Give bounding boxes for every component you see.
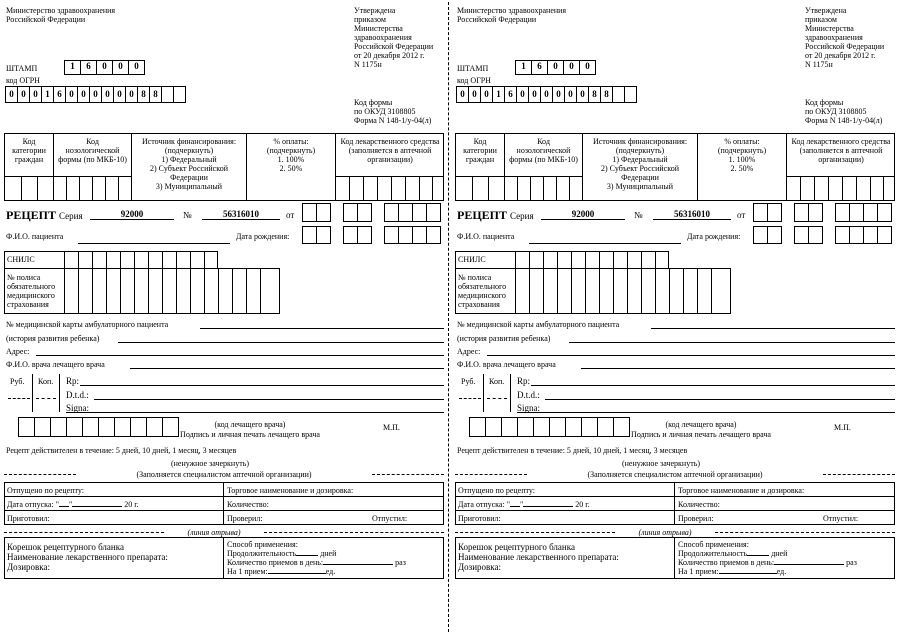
number-label: № — [183, 210, 192, 220]
stub-left: Корешок рецептурного бланка Наименование лекарственного препарата: Дозировка: — [458, 542, 619, 572]
nosology-code-header: Код нозологической формы (по МКБ-10) — [509, 137, 578, 164]
dispense-date-label: Дата отпуска: " " 20 г. — [7, 500, 139, 509]
birth-month-cell-2[interactable] — [357, 226, 372, 244]
number-label: № — [634, 210, 643, 220]
pharmacy-fill-note: (Заполняется специалистом аптечной организации) — [587, 470, 763, 479]
stamp-place-label: М.П. — [383, 423, 400, 432]
recipe-title: РЕЦЕПТ Серия — [457, 208, 534, 222]
recipe-title: РЕЦЕПТ Серия — [6, 208, 83, 222]
prepared-label: Приготовил: — [7, 514, 50, 523]
from-label: от — [286, 210, 295, 220]
ministry-name: Министерство здравоохранения Российской Федерации — [457, 6, 567, 24]
released-label: Отпустил: — [823, 514, 859, 523]
ogrn-label: код ОГРН — [6, 76, 40, 85]
date-month-cell-1[interactable] — [343, 203, 358, 222]
rp-label: Rp: — [517, 376, 531, 386]
quantity-label: Количество: — [227, 500, 269, 509]
birth-day-cell-1[interactable] — [302, 226, 317, 244]
rub-label: Руб. — [10, 377, 25, 386]
dispensed-label: Отпущено по рецепту: — [7, 486, 84, 495]
doctor-name-label: Ф.И.О. врача лечащего врача — [6, 360, 105, 369]
dispense-date-label: Дата отпуска: " " 20 г. — [458, 500, 590, 509]
signature-caption: Подпись и личная печать лечащего врача — [631, 430, 771, 439]
date-day-cell-1[interactable] — [302, 203, 317, 222]
rub-label: Руб. — [461, 377, 476, 386]
date-day-cell-2[interactable] — [767, 203, 782, 222]
snils-label: СНИЛС — [7, 255, 35, 264]
medical-card-label: № медицинской карты амбулаторного пациента — [6, 320, 169, 329]
cut-divider — [448, 2, 449, 632]
category-code-header: Код категории граждан — [12, 137, 46, 164]
cut-line-label: (линия отрыва) — [638, 528, 692, 537]
okud-code: Код формы по ОКУД 3108805 Форма N 148-1/у-04(л) — [805, 98, 883, 125]
birth-month-cell-1[interactable] — [343, 226, 358, 244]
dtd-label: D.t.d.: — [66, 390, 89, 400]
birth-year-cell-4[interactable] — [877, 226, 892, 244]
okud-code: Код формы по ОКУД 3108805 Форма N 148-1/у-04(л) — [354, 98, 432, 125]
approval-block: Утверждена приказом Министерства здравоохранения Российской Федерации от 20 декабря 2012 г. N 1175н — [354, 6, 434, 69]
stub-right: Способ применения: Продолжительность дней Количество приемов в день: раз На 1 прием: ед. — [678, 540, 857, 576]
doctor-code-caption: (код лечащего врача) — [214, 420, 286, 429]
date-year-cell-4[interactable] — [426, 203, 441, 222]
birth-year-cell-1[interactable] — [384, 226, 399, 244]
medical-card-label: № медицинской карты амбулаторного пациента — [457, 320, 620, 329]
series-value: 92000 — [90, 209, 174, 220]
financing-source-header: Источник финансирования: (подчеркнуть) 1) Федеральный 2) Субъект Российской Федерации 3) Муниципальный — [592, 137, 688, 191]
birth-year-cell-2[interactable] — [849, 226, 864, 244]
series-value: 92000 — [541, 209, 625, 220]
birth-day-cell-1[interactable] — [753, 226, 768, 244]
stamp-code-cells[interactable]: 1 6 0 0 0 — [515, 60, 596, 75]
approval-block: Утверждена приказом Министерства здравоохранения Российской Федерации от 20 декабря 2012 г. N 1175н — [805, 6, 885, 69]
policy-cells[interactable] — [64, 268, 280, 314]
payment-percent-header: % оплаты: (подчеркнуть) 1. 100% 2. 50% — [266, 137, 316, 173]
address-label: Адрес: — [6, 347, 30, 356]
prescription-form-right — [451, 0, 897, 636]
checked-label: Проверил: — [678, 514, 714, 523]
cross-out-note: (ненужное зачеркнуть) — [170, 459, 250, 468]
doctor-code-cells[interactable] — [18, 417, 179, 437]
from-label: от — [737, 210, 746, 220]
birth-month-cell-2[interactable] — [808, 226, 823, 244]
recipe-number-value: 56316010 — [653, 209, 731, 220]
birth-year-cell-1[interactable] — [835, 226, 850, 244]
dispensed-label: Отпущено по рецепту: — [458, 486, 535, 495]
drug-code-header: Код лекарственного средства (заполняется в аптечной организации) — [791, 137, 891, 164]
kop-label: Коп. — [38, 377, 54, 386]
stamp-place-label: М.П. — [834, 423, 851, 432]
date-day-cell-2[interactable] — [316, 203, 331, 222]
cross-out-note: (ненужное зачеркнуть) — [621, 459, 701, 468]
date-year-cell-1[interactable] — [835, 203, 850, 222]
birth-year-cell-3[interactable] — [863, 226, 878, 244]
stub-right: Способ применения: Продолжительность дней Количество приемов в день: раз На 1 прием: ед. — [227, 540, 406, 576]
patient-name-label: Ф.И.О. пациента — [457, 232, 515, 241]
policy-label: № полиса обязательного медицинского страхования — [7, 273, 56, 309]
doctor-code-caption: (код лечащего врача) — [665, 420, 737, 429]
snils-label: СНИЛС — [458, 255, 486, 264]
birth-year-cell-4[interactable] — [426, 226, 441, 244]
birth-month-cell-1[interactable] — [794, 226, 809, 244]
date-day-cell-1[interactable] — [753, 203, 768, 222]
birth-date-label: Дата рождения: — [687, 232, 741, 241]
date-month-cell-1[interactable] — [794, 203, 809, 222]
date-year-cell-4[interactable] — [877, 203, 892, 222]
pharmacy-fill-note: (Заполняется специалистом аптечной организации) — [136, 470, 312, 479]
birth-day-cell-2[interactable] — [767, 226, 782, 244]
date-year-cell-3[interactable] — [863, 203, 878, 222]
trade-name-label: Торговое наименование и дозировка: — [227, 486, 354, 495]
date-month-cell-2[interactable] — [808, 203, 823, 222]
cut-line-label: (линия отрыва) — [187, 528, 241, 537]
date-month-cell-2[interactable] — [357, 203, 372, 222]
released-label: Отпустил: — [372, 514, 408, 523]
doctor-name-label: Ф.И.О. врача лечащего врача — [457, 360, 556, 369]
stamp-code-cells[interactable]: 1 6 0 0 0 — [64, 60, 145, 75]
payment-percent-header: % оплаты: (подчеркнуть) 1. 100% 2. 50% — [717, 137, 767, 173]
signature-caption: Подпись и личная печать лечащего врача — [180, 430, 320, 439]
snils-cells[interactable] — [515, 251, 669, 269]
prepared-label: Приготовил: — [458, 514, 501, 523]
birth-year-cell-2[interactable] — [398, 226, 413, 244]
doctor-code-cells[interactable] — [469, 417, 630, 437]
patient-name-label: Ф.И.О. пациента — [6, 232, 64, 241]
date-year-cell-2[interactable] — [849, 203, 864, 222]
financing-source-header: Источник финансирования: (подчеркнуть) 1) Федеральный 2) Субъект Российской Федерации 3) Муниципальный — [141, 137, 237, 191]
nosology-code-header: Код нозологической формы (по МКБ-10) — [58, 137, 127, 164]
policy-label: № полиса обязательного медицинского страхования — [458, 273, 507, 309]
validity-text: Рецепт действителен в течение: 5 дней, 10 дней, 1 месяц, 3 месяцев — [6, 446, 237, 455]
trade-name-label: Торговое наименование и дозировка: — [678, 486, 805, 495]
ogrn-cells[interactable]: 0 0 0 1 6 0 0 0 0 0 0 8 8 — [5, 86, 186, 103]
rp-label: Rp: — [66, 376, 80, 386]
history-label: (история развития ребенка) — [6, 334, 100, 343]
ogrn-label: код ОГРН — [457, 76, 491, 85]
ministry-name: Министерство здравоохранения Российской Федерации — [6, 6, 116, 24]
history-label: (история развития ребенка) — [457, 334, 551, 343]
drug-code-header: Код лекарственного средства (заполняется в аптечной организации) — [340, 137, 440, 164]
birth-day-cell-2[interactable] — [316, 226, 331, 244]
category-code-header: Код категории граждан — [463, 137, 497, 164]
validity-text: Рецепт действителен в течение: 5 дней, 10 дней, 1 месяц, 3 месяцев — [457, 446, 688, 455]
kop-label: Коп. — [489, 377, 505, 386]
prescription-form-left — [0, 0, 446, 636]
address-label: Адрес: — [457, 347, 481, 356]
stamp-label: ШТАМП — [6, 64, 38, 73]
snils-cells[interactable] — [64, 251, 218, 269]
policy-cells[interactable] — [515, 268, 731, 314]
birth-year-cell-3[interactable] — [412, 226, 427, 244]
checked-label: Проверил: — [227, 514, 263, 523]
stub-left: Корешок рецептурного бланка Наименование лекарственного препарата: Дозировка: — [7, 542, 168, 572]
quantity-label: Количество: — [678, 500, 720, 509]
signa-label: Signa: — [517, 403, 541, 413]
ogrn-cells[interactable]: 0 0 0 1 6 0 0 0 0 0 0 8 8 — [456, 86, 637, 103]
date-year-cell-2[interactable] — [398, 203, 413, 222]
signa-label: Signa: — [66, 403, 90, 413]
birth-date-label: Дата рождения: — [236, 232, 290, 241]
date-year-cell-1[interactable] — [384, 203, 399, 222]
stamp-label: ШТАМП — [457, 64, 489, 73]
recipe-number-value: 56316010 — [202, 209, 280, 220]
dtd-label: D.t.d.: — [517, 390, 540, 400]
date-year-cell-3[interactable] — [412, 203, 427, 222]
